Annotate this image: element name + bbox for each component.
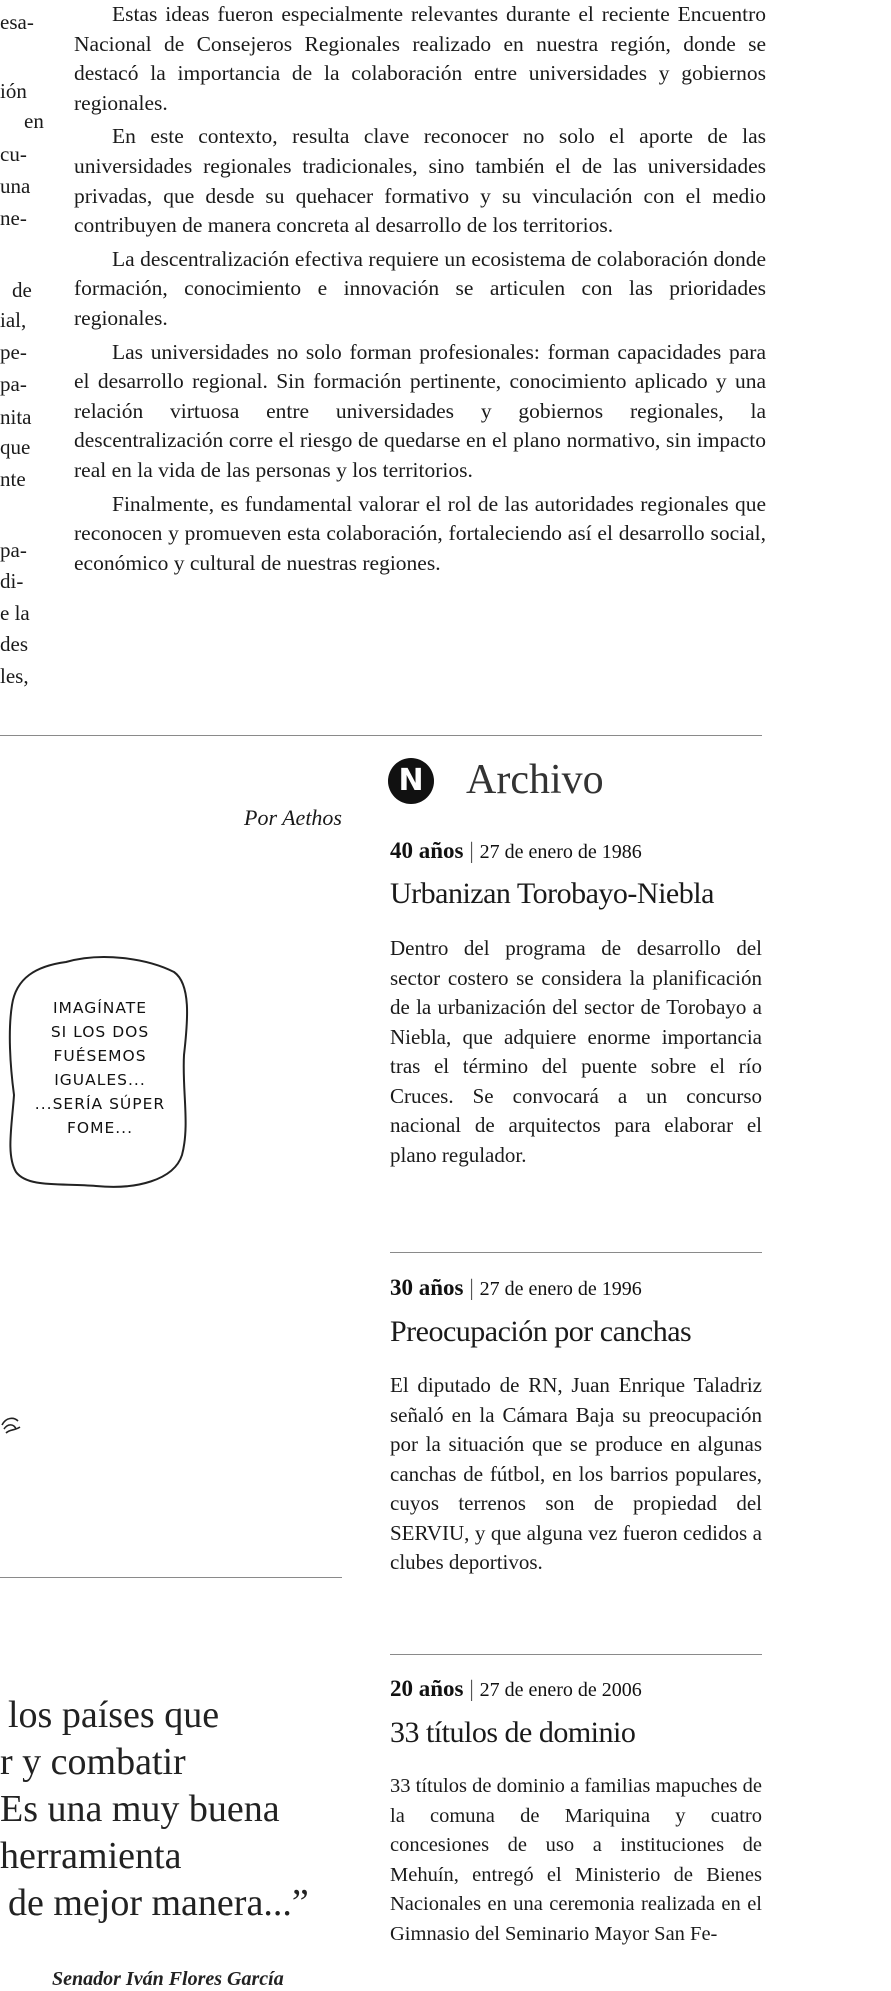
article-paragraph: En este contexto, resulta clave reconocer no solo el aporte de las universidades regionales tradicionales, sino también el de las universidades privadas, que desde su quehacer formativo y su vinculación con el medio contribuyen de manera concreta al desarrollo de los territorios. (74, 124, 766, 238)
archive-entry-years: 40 años (390, 838, 464, 863)
fragment: les, (0, 664, 29, 688)
fragment: de (12, 278, 32, 302)
fragment: di- (0, 569, 24, 593)
archive-entry-years: 30 años (390, 1275, 464, 1300)
archive-entry-years: 20 años (390, 1676, 464, 1701)
archive-logo-icon: N (388, 758, 434, 804)
article-paragraph: Finalmente, es fundamental valorar el rol de las autoridades regionales que reconocen y promueven esta colaboración, fortaleciendo así el desarrollo social, económico y cultural de nuestras regiones. (74, 491, 766, 575)
fragment: pa- (0, 372, 27, 396)
comic-doodle-icon (0, 1415, 24, 1437)
quote-line: Es una muy buena (0, 1788, 280, 1830)
fragment: ión (0, 79, 27, 103)
quote-line: los países que (8, 1694, 220, 1736)
comic-byline: Por Aethos (244, 805, 342, 830)
bubble-line: FUÉSEMOS (53, 1047, 147, 1065)
comic-divider (0, 1577, 342, 1578)
archive-entry-meta: 30 años | 27 de enero de 1996 (390, 1275, 642, 1300)
archive-entry-meta: 20 años | 27 de enero de 2006 (390, 1676, 642, 1701)
article-paragraph: Las universidades no solo forman profesionales: forman capacidades para el desarrollo regional. Sin formación pertinente, conocimiento aplicado y una relación virtuosa entre universidades y gobiernos regionales, la descentralización corre el riesgo de quedarse en el plano normativo, sin impacto real en la vida de las personas y los territorios. (74, 339, 766, 482)
archive-separator (390, 1252, 762, 1253)
article-paragraph: Estas ideas fueron especialmente relevantes durante el reciente Encuentro Nacional de Consejeros Regionales realizado en nuestra región, donde se destacó la importancia de la colaboración entre universidades y gobiernos regionales. (74, 2, 766, 115)
fragment: ial, (0, 308, 27, 332)
archive-entry-date: 27 de enero de 1986 (479, 841, 642, 863)
fragment: nte (0, 467, 26, 491)
quote-line: herramienta (0, 1835, 182, 1877)
fragment: cu- (0, 142, 27, 166)
fragment: pe- (0, 340, 27, 364)
speech-bubble-text (10, 996, 190, 1140)
quote-line: r y combatir (0, 1741, 186, 1783)
fragment: que (0, 435, 31, 459)
quote-line: de mejor manera...” (8, 1882, 309, 1924)
archive-entry-body: 33 títulos de dominio a familias mapuches de la comuna de Mariquina y cuatro concesiones de uso a instituciones de Mehuín, entregó el Ministerio de Bienes Nacionales en una ceremonia realizada en el Gimnasio del Seminario Mayor San Fe- (390, 1775, 762, 1945)
archive-entry-date: 27 de enero de 2006 (479, 1679, 642, 1701)
archive-entry-date: 27 de enero de 1996 (479, 1278, 642, 1300)
article-body (74, 0, 766, 578)
archive-title: Archivo (466, 757, 604, 803)
fragment: des (0, 632, 28, 656)
archive-separator (390, 1654, 762, 1655)
bubble-line: IGUALES... (54, 1071, 146, 1089)
article-paragraph: La descentralización efectiva requiere un ecosistema de colaboración donde formación, conocimiento e innovación se articulen con las prioridades regionales. (74, 246, 766, 330)
archive-entry-headline: Preocupación por canchas (390, 1315, 692, 1348)
quote-attribution: Senador Iván Flores García (52, 1968, 284, 1990)
bubble-line: FOME... (66, 1119, 134, 1137)
fragment: nita (0, 405, 32, 429)
section-divider (0, 735, 762, 736)
archive-entry-headline: 33 títulos de dominio (390, 1716, 636, 1749)
archive-entry-headline: Urbanizan Torobayo-Niebla (390, 877, 714, 910)
bubble-line: IMAGÍNATE (52, 999, 148, 1017)
bubble-line: ...SERÍA SÚPER (34, 1095, 166, 1113)
archive-entry-body: El diputado de RN, Juan Enrique Taladriz señaló en la Cámara Baja su preocupación por la situación que se produce en algunas canchas de fútbol, en los barrios populares, cuyos terrenos son de propiedad del SERVIU, y que alguna vez fueron cedidos a clubes deportivos. (390, 1373, 762, 1574)
bubble-line: SI LOS DOS (50, 1023, 150, 1041)
archive-entry-body: Dentro del programa de desarrollo del sector costero se considera la planificación de la urbanización del sector de Torobayo a Niebla, que adquiere enorme importancia tras el término del puente sobre el río Cruces. Se convocará a un concurso nacional de arquitectos para elaborar el plano regulador. (390, 936, 762, 1167)
fragment: una (0, 174, 31, 198)
fragment: e la (0, 601, 30, 625)
archive-entry-meta: 40 años | 27 de enero de 1986 (390, 838, 642, 863)
fragment: esa- (0, 10, 34, 34)
fragment: en (24, 109, 44, 133)
fragment: ne- (0, 206, 27, 230)
fragment: pa- (0, 538, 27, 562)
